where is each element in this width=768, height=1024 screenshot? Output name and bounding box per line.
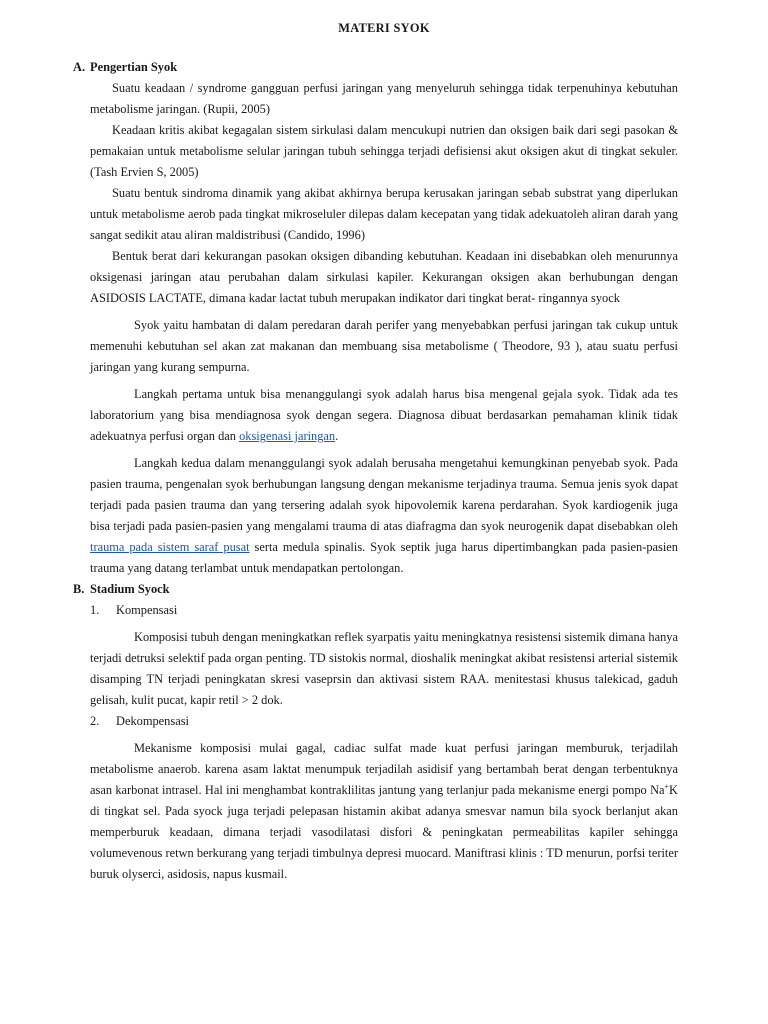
stage-1-heading — [90, 600, 678, 621]
stage-2-heading — [90, 711, 678, 732]
stage-2-superscript: + — [664, 781, 670, 791]
stage-1-number: 1. — [90, 603, 100, 617]
section-a-paragraph-4: Bentuk berat dari kekurangan pasokan oksigen dibanding kebutuhan. Keadaan ini disebabkan oleh menurunnya oksigenasi jaringan atau perubahan dalam sirkulasi kapiler. Kekurangan oksigen akan berhubungan dengan ASIDOSIS LACTATE, dimana kadar lactat tubuh merupakan indikator dari tingkat berat- ringannya syock — [90, 249, 678, 305]
section-a-paragraph-7 — [90, 453, 678, 579]
stage-1-title: Kompensasi — [116, 603, 178, 617]
section-b-heading-text: Stadium Syock — [90, 582, 170, 596]
section-a-paragraph-3: Suatu bentuk sindroma dinamik yang akibat akhirnya berupa kerusakan jaringan sebab substrat yang diperlukan untuk metabolisme aerob pada tingkat mikroseluler dilepas dalam kecepatan yang tidak adekuatoleh aliran darah yang sangat sedikit atau aliran maldistribusi (Candido, 1996) — [90, 186, 678, 242]
section-b-label: B. — [73, 582, 85, 596]
stage-2-number: 2. — [90, 714, 100, 728]
paragraph-6-end: . — [335, 429, 339, 443]
paragraph-6-text: Langkah pertama untuk bisa menanggulangi syok adalah harus bisa mengenal gejala syok. Tidak ada tes laboratorium yang bisa mendiagnosa syok dengan segera. Diagnosa dibuat berdasarkan pemahaman klinik tidak adekuatnya perfusi organ dan — [90, 387, 678, 443]
section-a-heading-text: Pengertian Syok — [90, 60, 178, 74]
link-trauma-saraf-pusat[interactable]: trauma pada sistem saraf pusat — [90, 540, 250, 554]
section-b-heading — [73, 579, 678, 600]
stage-2-title: Dekompensasi — [116, 714, 189, 728]
section-a-paragraph-2: Keadaan kritis akibat kegagalan sistem sirkulasi dalam mencukupi nutrien dan oksigen baik dari segi pasokan & pemakaian untuk metabolisme selular jaringan tubuh sehingga terjadi defisiensi akut oksigen akut di tingkat sekuler.(Tash Ervien S, 2005) — [90, 123, 678, 179]
paragraph-7-end: serta medula spinalis. Syok septik juga harus dipertimbangkan pada pasien-pasien trauma yang datang terlambat untuk mendapatkan pertolongan. — [90, 540, 678, 575]
section-a-paragraph-6 — [90, 384, 678, 447]
section-a-label: A. — [73, 60, 86, 74]
stage-2-text-b: K di tingkat sel. Pada syock juga terjadi pelepasan histamin akibat adanya smesvar namun bila syock berlanjut akan memperburuk keadaan, dimana terjadi vasodilatasi disfori & peningkatan permeabilitas kapiler sehingga volumevenous retwn berkurang yang terjadi timbulnya depresi muocard. Maniftrasi klinis : TD menurun, porfsi teriter buruk olyserci, asidosis, napus kusmail. — [90, 783, 678, 881]
stage-2-paragraph — [90, 738, 678, 885]
link-oksigenasi-jaringan[interactable]: oksigenasi jaringan — [239, 429, 336, 443]
section-a-paragraph-5: Syok yaitu hambatan di dalam peredaran darah perifer yang menyebabkan perfusi jaringan tak cukup untuk memenuhi kebutuhan sel akan zat makanan dan membuang sisa metabolisme ( Theodore, 93 ), atau suatu perfusi jaringan yang kurang sempurna. — [90, 318, 678, 374]
paragraph-7-text: Langkah kedua dalam menanggulangi syok adalah berusaha mengetahui kemungkinan penyebab syok. Pada pasien trauma, pengenalan syok berhubungan langsung dengan mekanisme terjadinya trauma. Semua jenis syok dapat terjadi pada pasien trauma dan yang tersering adalah syok hipovolemik karena perdarahan. Syok kardiogenik juga bisa terjadi pada pasien-pasien yang mengalami trauma di atas diafragma dan syok neurogenik dapat disebabkan oleh — [90, 456, 678, 533]
section-a-heading — [73, 57, 678, 78]
document-title: MATERI SYOK — [338, 21, 430, 35]
section-a-paragraph-1: Suatu keadaan / syndrome gangguan perfusi jaringan yang menyeluruh sehingga tidak terpenuhinya kebutuhan metabolisme jaringan. (Rupii, 2005) — [90, 81, 678, 116]
stage-2-text-a: Mekanisme komposisi mulai gagal, cadiac sulfat made kuat perfusi jaringan memburuk, terjadilah metabolisme anaerob. karena asam laktat menumpuk terjadilah asidisif yang bertambah berat dengan terbentuknya asan karbonat intrasel. Hal ini menghambat kontraklilitas jantung yang terlanjur pada mekanisme energi pompo Na — [90, 741, 678, 797]
stage-1-paragraph: Komposisi tubuh dengan meningkatkan reflek syarpatis yaitu meningkatnya resistensi sistemik dimana hanya terjadi detruksi selektif pada organ penting. TD sistokis normal, dioshalik meningkat akibat resistensi arterial sistemik disamping TN terjadi peningkatan skresi vaseprsin dan aktivasi sistem RAA. menitestasi khusus talekicad, gaduh gelisah, kulit pucat, kapir retil > 2 dok. — [90, 630, 678, 707]
